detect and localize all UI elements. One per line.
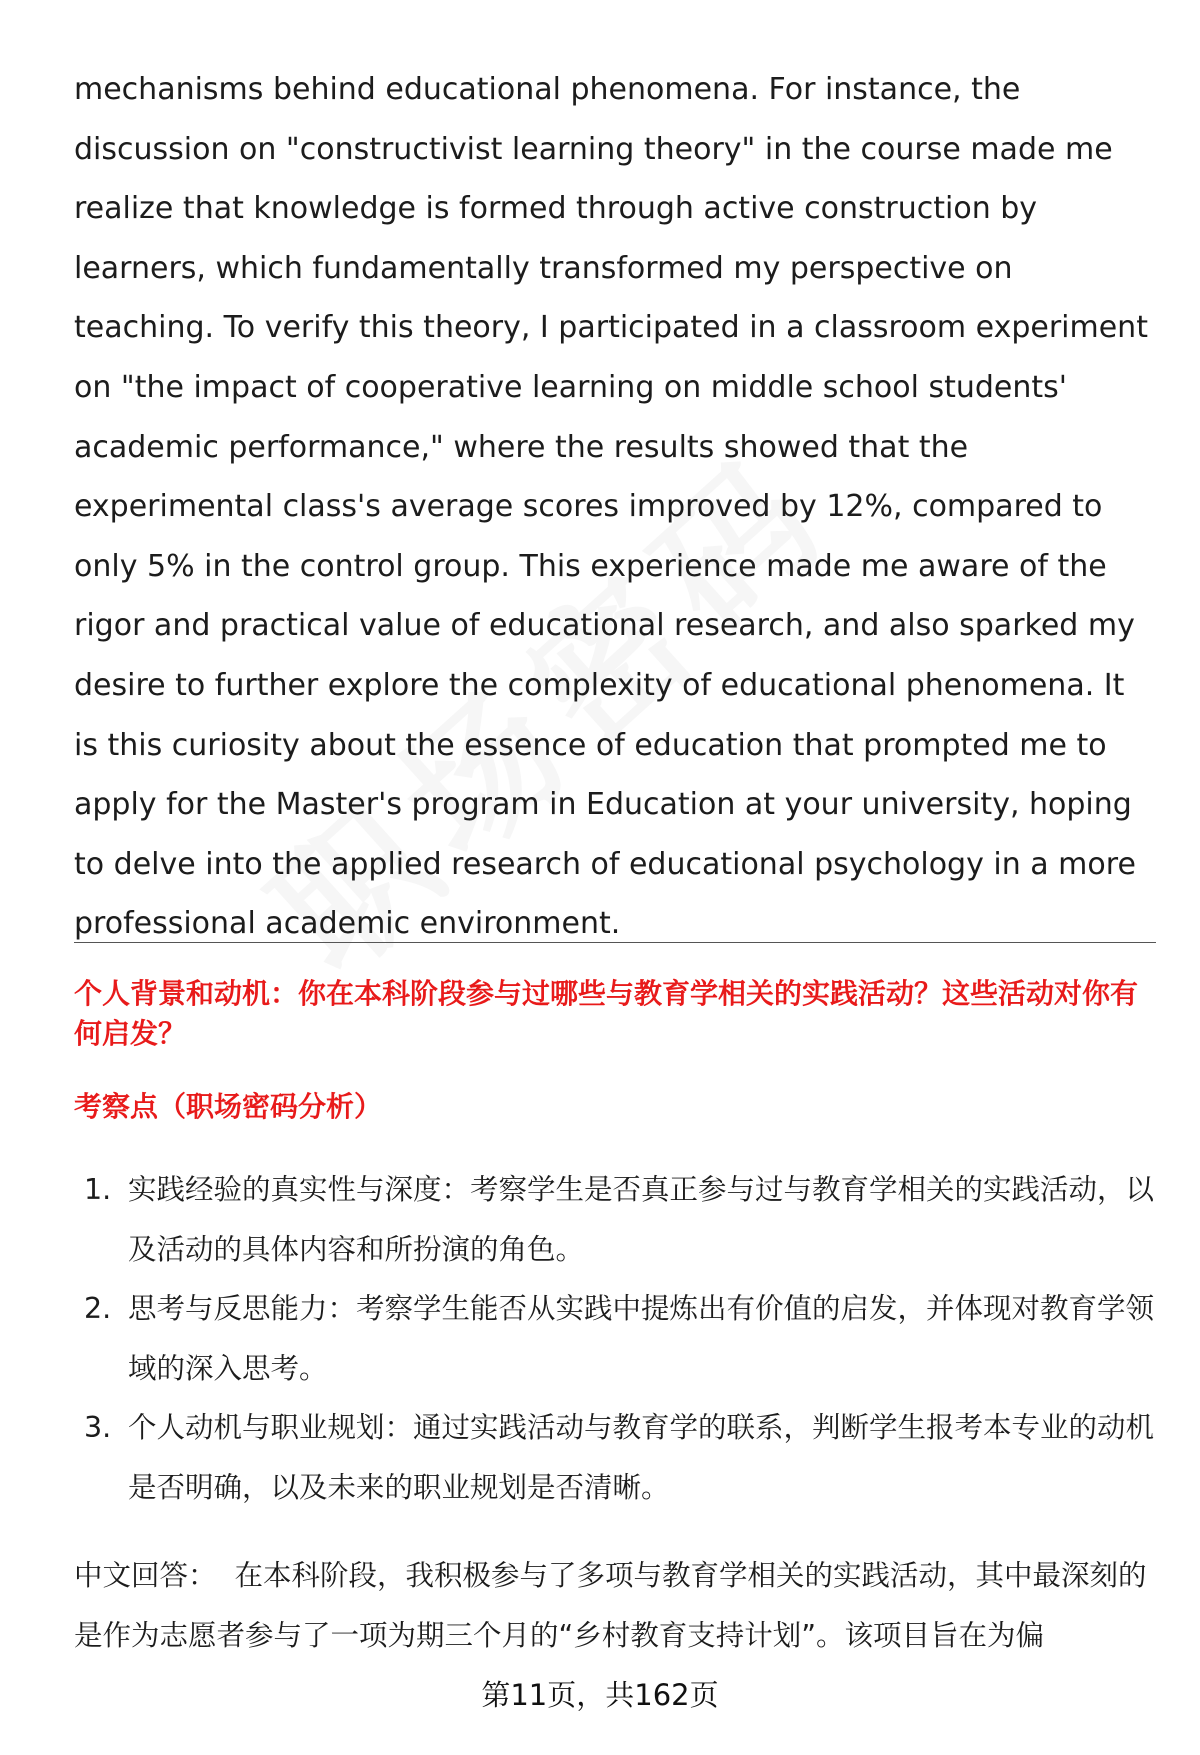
english-answer-paragraph: mechanisms behind educational phenomena. For instance, the discussion on "constructivist learning theory" in the course made me realize that knowledge is formed through active construction by learners, which fundamentally transformed my perspective on teaching. To verify this theory, I participated in a classroom experiment on "the impact of cooperative learning on middle school students' academic performance," where the results showed that the experimental class's average scores improved by 12%, compared to only 5% in the control group. This experience made me aware of the rigor and practical value of educational research, and also sparked my desire to further explore the complexity of educational phenomena. It is this curiosity about the essence of education that prompted me to apply for the Master's program in Education at your university, hoping to delve into the applied research of educational psychology in a more professional academic environment. [74,72,1148,942]
page-number-footer: 第11页，共162页 [481,1678,719,1712]
list-item-number: 1. [84,1173,112,1206]
list-item [74,1398,1164,1517]
chinese-answer-label: 中文回答： [74,1559,217,1592]
section-divider [74,942,1156,943]
list-item-text: 个人动机与职业规划：通过实践活动与教育学的联系，判断学生报考本专业的动机是否明确，以及未来的职业规划是否清晰。 [128,1411,1155,1504]
chinese-answer-paragraph [74,1546,1164,1665]
question-heading: 个人背景和动机：你在本科阶段参与过哪些与教育学相关的实践活动？这些活动对你有何启发？ [74,977,1139,1050]
list-item-number: 3. [84,1411,112,1444]
assessment-points-heading: 考察点（职场密码分析） [74,1090,383,1123]
list-item [74,1279,1164,1398]
list-item-text: 思考与反思能力：考察学生能否从实践中提炼出有价值的启发，并体现对教育学领域的深入思考。 [128,1292,1155,1385]
assessment-points-list [74,1160,1164,1517]
chinese-answer-text: 在本科阶段，我积极参与了多项与教育学相关的实践活动，其中最深刻的是作为志愿者参与了一项为期三个月的“乡村教育支持计划”。该项目旨在为偏 [74,1559,1147,1652]
list-item-number: 2. [84,1292,112,1325]
list-item-text: 实践经验的真实性与深度：考察学生是否真正参与过与教育学相关的实践活动，以及活动的具体内容和所扮演的角色。 [128,1173,1155,1266]
list-item [74,1160,1164,1279]
english-answer-section [74,60,1154,954]
